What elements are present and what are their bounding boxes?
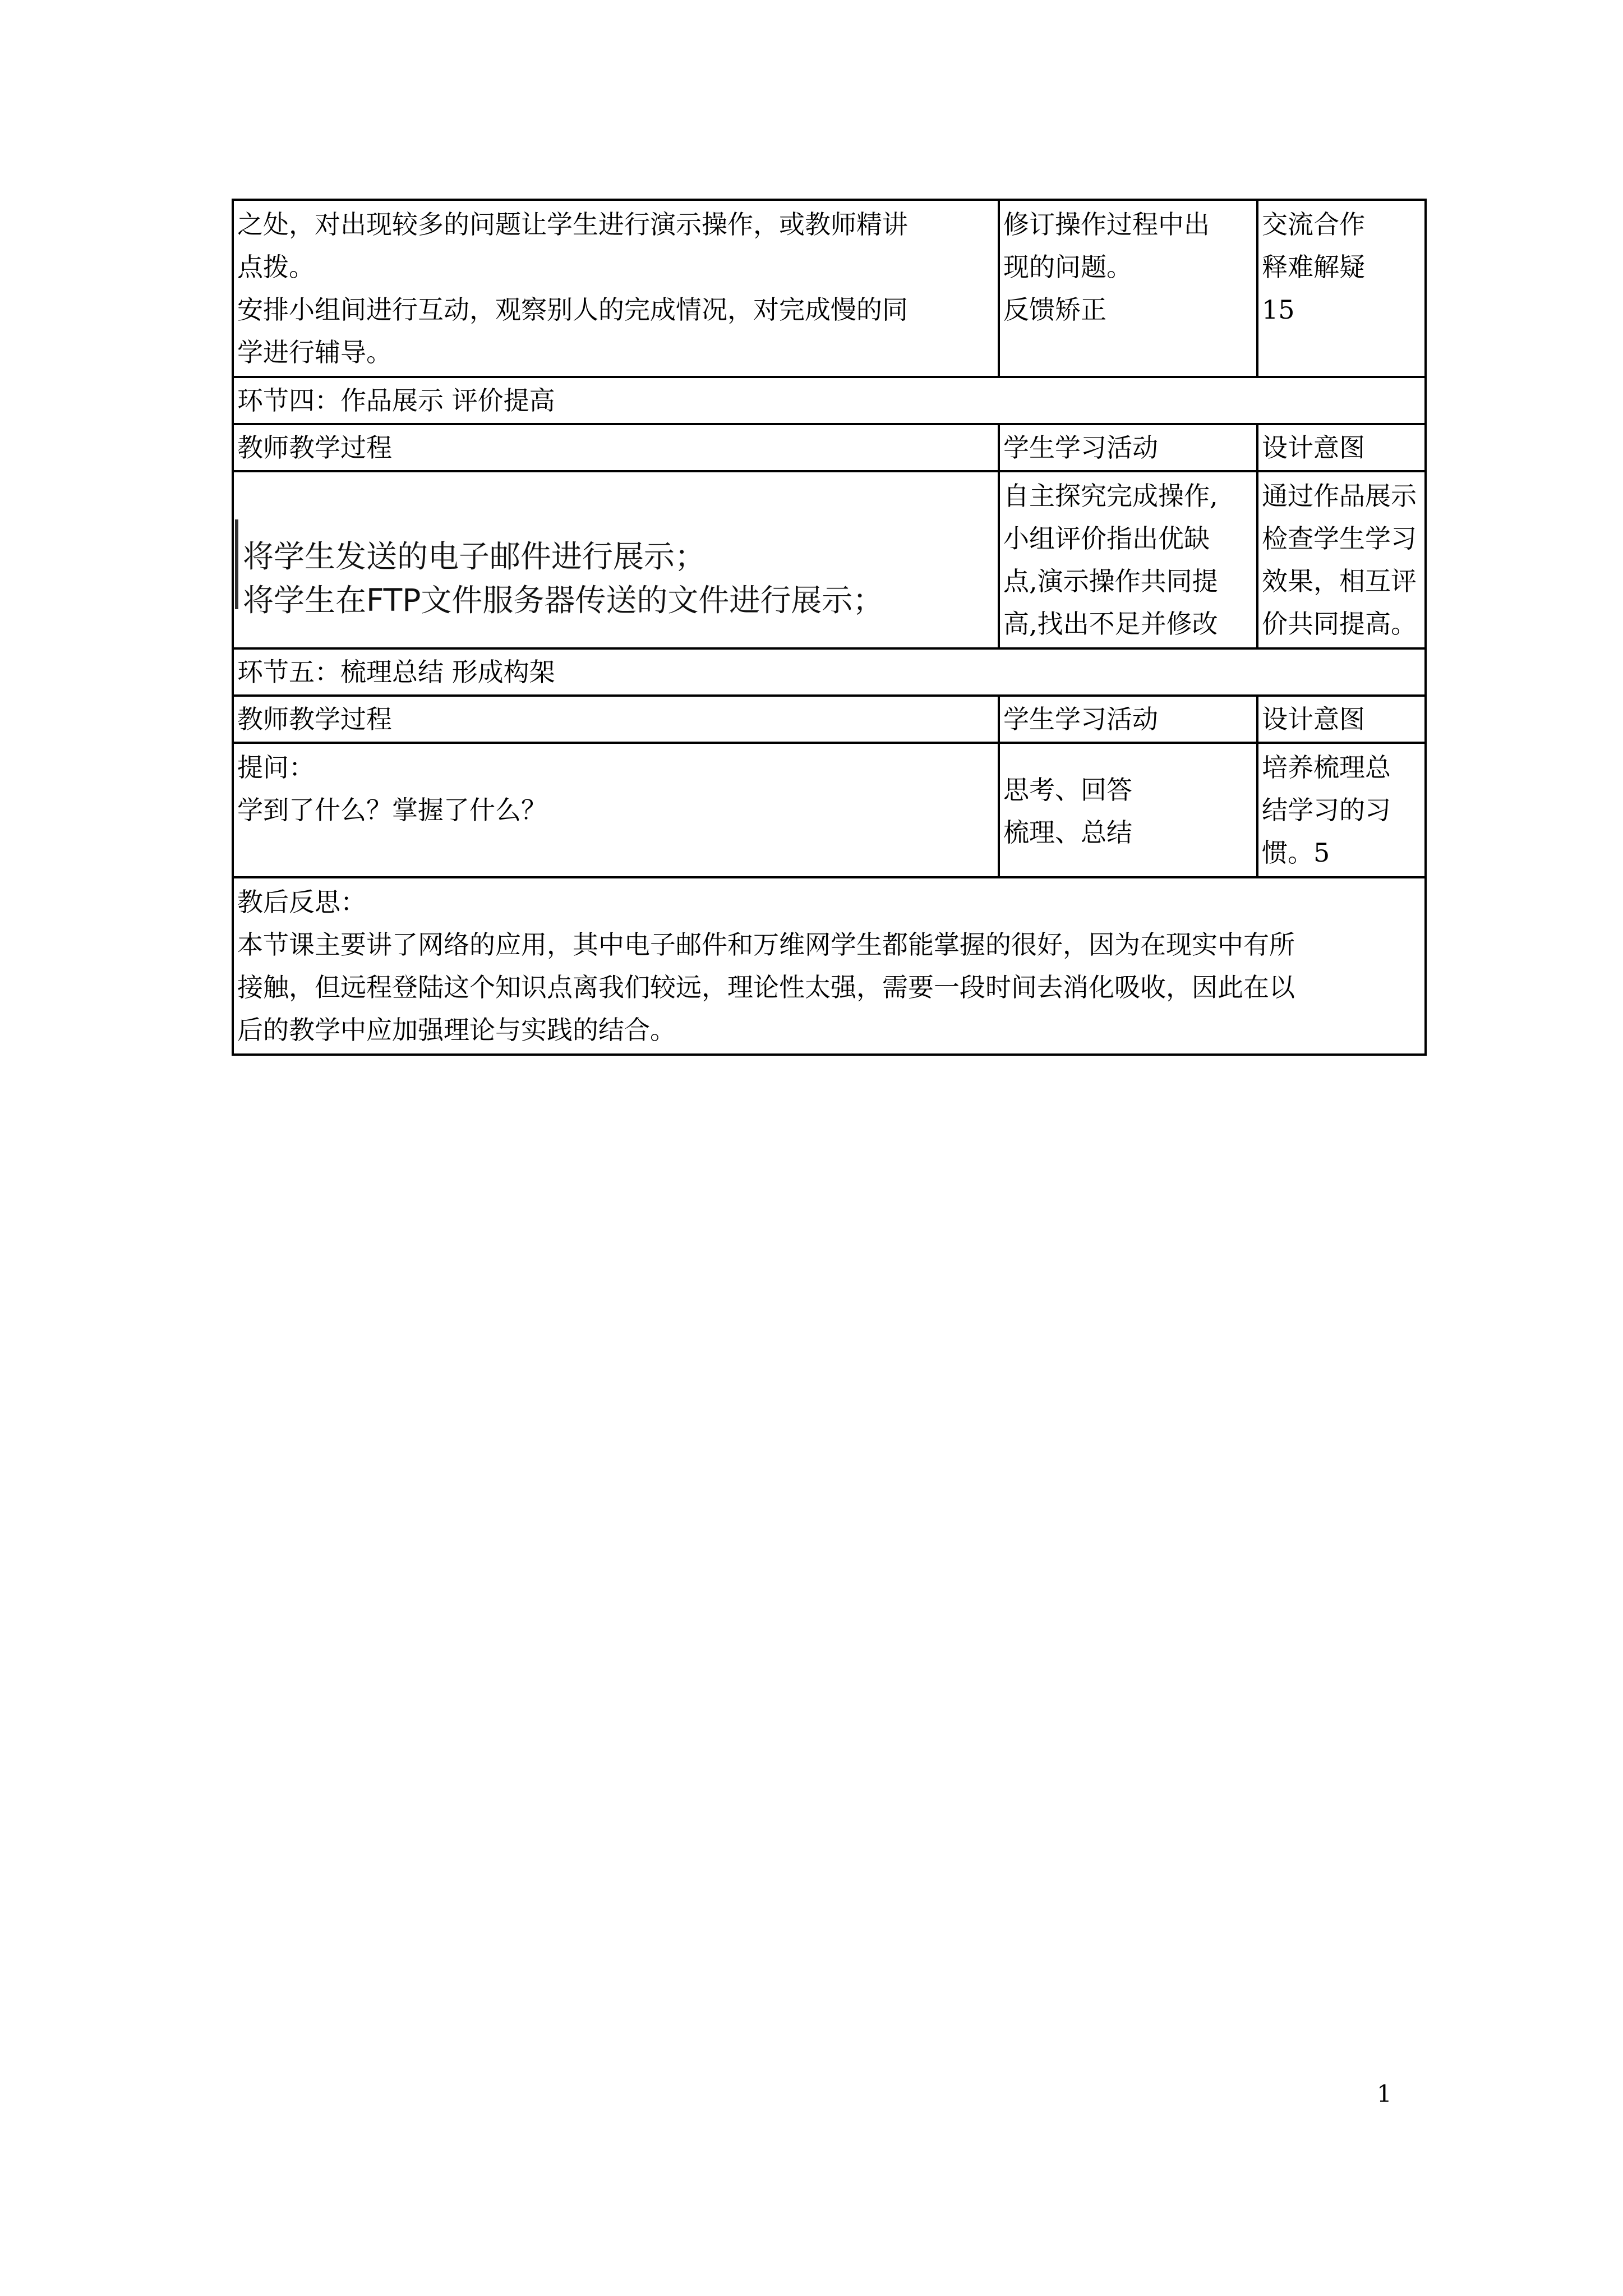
column-header: 学生学习活动 xyxy=(999,696,1257,743)
section-title: 环节五：梳理总结 形成构架 xyxy=(233,648,1426,696)
text-line: 自主探究完成操作, xyxy=(1003,481,1218,511)
column-header: 设计意图 xyxy=(1257,696,1426,743)
column-header: 学生学习活动 xyxy=(999,424,1257,471)
reflection-title: 教后反思： xyxy=(237,887,366,917)
column-header: 教师教学过程 xyxy=(233,696,999,743)
section-title-row xyxy=(233,377,1426,424)
table-row xyxy=(233,200,1426,377)
text-line: 培养梳理总 xyxy=(1262,752,1391,783)
text-line: 释难解疑 xyxy=(1262,252,1365,282)
text-line: 思考、回答 xyxy=(1003,775,1132,805)
header-row xyxy=(233,424,1426,471)
section-title: 环节四：作品展示 评价提高 xyxy=(233,377,1426,424)
text-line: 交流合作 xyxy=(1262,209,1365,240)
column-header: 教师教学过程 xyxy=(233,424,999,471)
text-line: 效果，相互评 xyxy=(1262,566,1417,596)
section-title-row xyxy=(233,648,1426,696)
text-line: 点,演示操作共同提 xyxy=(1003,566,1218,596)
student-activity-cell xyxy=(999,743,1257,877)
embedded-screenshot xyxy=(237,475,994,618)
lesson-plan-table xyxy=(232,199,1427,1056)
text-line: 修订操作过程中出 xyxy=(1003,209,1210,240)
text-line: 高,找出不足并修改 xyxy=(1003,609,1218,639)
text-line: 现的问题。 xyxy=(1003,252,1132,282)
header-row xyxy=(233,696,1426,743)
text-line: 通过作品展示 xyxy=(1262,481,1417,511)
student-activity-cell xyxy=(999,200,1257,377)
table-row xyxy=(233,471,1426,648)
text-line: 本节课主要讲了网络的应用，其中电子邮件和万维网学生都能掌握的很好，因为在现实中有所 xyxy=(237,930,1295,960)
text-line: 将学生在FTP文件服务器传送的文件进行展示； xyxy=(243,582,884,618)
text-line: 后的教学中应加强理论与实践的结合。 xyxy=(237,1015,676,1045)
table-row xyxy=(233,743,1426,877)
text-line: 之处，对出现较多的问题让学生进行演示操作，或教师精讲 xyxy=(237,209,908,240)
text-line: 结学习的习 xyxy=(1262,795,1391,825)
text-line: 学进行辅导。 xyxy=(237,337,392,367)
image-border xyxy=(235,519,238,609)
design-intent-cell xyxy=(1257,471,1426,648)
student-activity-cell xyxy=(999,471,1257,648)
teacher-process-cell xyxy=(233,200,999,377)
page-number: 1 xyxy=(1377,2080,1392,2108)
text-line: 学到了什么？掌握了什么？ xyxy=(237,795,547,825)
text-line: 价共同提高。 xyxy=(1262,609,1417,639)
reflection-cell xyxy=(233,877,1426,1055)
text-line: 梳理、总结 xyxy=(1003,817,1132,848)
text-line: 惯。5 xyxy=(1262,838,1330,868)
text-line: 将学生发送的电子邮件进行展示； xyxy=(243,539,706,574)
text-line: 15 xyxy=(1262,295,1295,325)
text-line: 小组评价指出优缺 xyxy=(1003,523,1210,554)
text-line: 点拨。 xyxy=(237,252,315,282)
design-intent-cell xyxy=(1257,200,1426,377)
text-line: 接触，但远程登陆这个知识点离我们较远，理论性太强，需要一段时间去消化吸收，因此在以 xyxy=(237,972,1295,1002)
text-line: 安排小组间进行互动，观察别人的完成情况，对完成慢的同 xyxy=(237,295,908,325)
text-line: 提问： xyxy=(237,752,315,783)
design-intent-cell xyxy=(1257,743,1426,877)
teacher-process-cell xyxy=(233,471,999,648)
text-line: 反馈矫正 xyxy=(1003,295,1106,325)
table-row xyxy=(233,877,1426,1055)
column-header: 设计意图 xyxy=(1257,424,1426,471)
teacher-process-cell xyxy=(233,743,999,877)
text-line: 检查学生学习 xyxy=(1262,523,1417,554)
